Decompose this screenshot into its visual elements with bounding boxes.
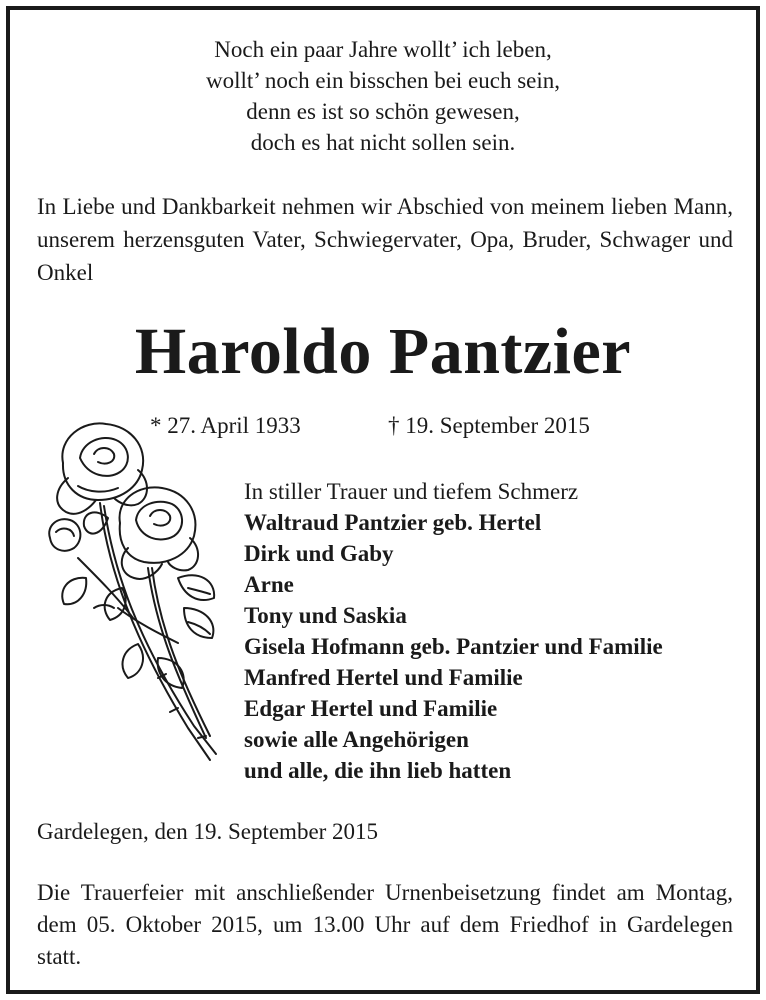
- funeral-notice: Die Trauerfeier mit anschließender Urnenbeisetzung findet am Montag, dem 05. Oktober 2015, um 13.00 Uhr auf dem Friedhof in Gardelegen statt.: [37, 880, 733, 969]
- mourner-line: sowie alle Angehörigen: [244, 727, 469, 752]
- poem-line: Noch ein paar Jahre wollt’ ich leben,: [214, 37, 552, 62]
- mourner-line: Gisela Hofmann geb. Pantzier und Familie: [244, 634, 663, 659]
- poem-line: denn es ist so schön gewesen,: [246, 99, 520, 124]
- mourner-line: Edgar Hertel und Familie: [244, 696, 498, 721]
- death-date: † 19. September 2015: [388, 413, 590, 438]
- mourner-line: Dirk und Gaby: [244, 541, 394, 566]
- intro-text: In Liebe und Dankbarkeit nehmen wir Abschied von meinem lieben Mann, unserem herzensguten Vater, Schwiegervater, Opa, Bruder, Schwager und Onkel: [37, 194, 733, 285]
- birth-date: * 27. April 1933: [150, 413, 301, 438]
- place-date: Gardelegen, den 19. September 2015: [37, 819, 379, 844]
- mourner-line: Manfred Hertel und Familie: [244, 665, 523, 690]
- poem-line: wollt’ noch ein bisschen bei euch sein,: [205, 68, 561, 93]
- mourner-line: Tony und Saskia: [244, 603, 407, 628]
- deceased-name: Haroldo Pantzier: [134, 315, 632, 388]
- mourner-line: Arne: [244, 572, 294, 597]
- mourner-line: und alle, die ihn lieb hatten: [244, 758, 512, 783]
- poem: [10, 34, 756, 158]
- mourners-block: [244, 476, 663, 786]
- poem-line: doch es hat nicht sollen sein.: [250, 130, 516, 155]
- mourner-line: Waltraud Pantzier geb. Hertel: [244, 510, 542, 535]
- obituary-frame: [6, 6, 760, 994]
- mourners-intro: In stiller Trauer und tiefem Schmerz: [244, 479, 579, 504]
- roses-icon: [38, 408, 238, 778]
